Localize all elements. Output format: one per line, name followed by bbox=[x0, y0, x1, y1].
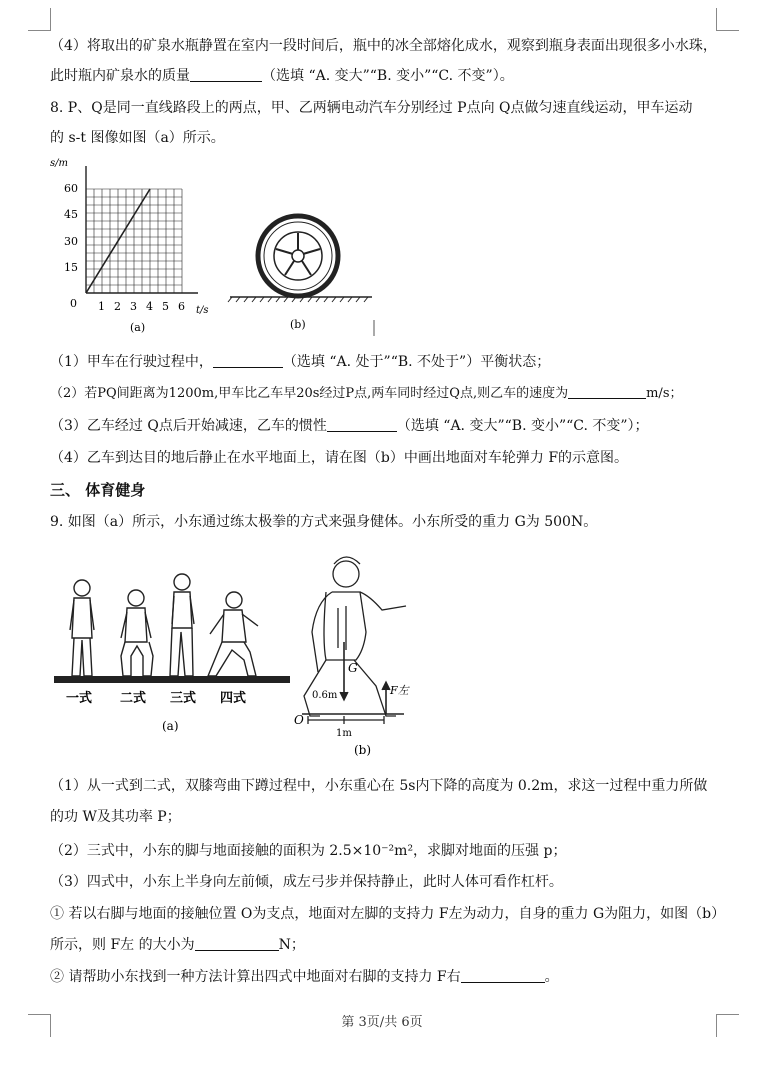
q8-part2-unit: m/s； bbox=[646, 386, 683, 401]
x-tick-2: 2 bbox=[114, 300, 121, 313]
distance-marker bbox=[308, 716, 384, 724]
x-tick-4: 4 bbox=[146, 300, 153, 313]
q8-stem-line1: 8. P、Q是同一直线路段上的两点，甲、乙两辆电动汽车分别经过 P点向 Q点做匀速直线运动，甲车运动 bbox=[50, 100, 693, 116]
pose-figure-1 bbox=[70, 580, 94, 676]
page-footer: 第 3页/共 6页 bbox=[341, 1015, 423, 1030]
answer-blank[interactable] bbox=[190, 67, 262, 82]
answer-blank[interactable] bbox=[213, 353, 283, 368]
answer-blank[interactable] bbox=[461, 968, 545, 983]
x-tick-5: 5 bbox=[162, 300, 169, 313]
q8-part3 bbox=[50, 416, 736, 436]
pose-label-3: 三式 bbox=[170, 691, 197, 706]
q7-part4-line1: （4）将取出的矿泉水瓶静置在室内一段时间后，瓶中的冰全部熔化成水，观察到瓶身表面出现很多小水珠， bbox=[50, 38, 717, 54]
wheel-icon bbox=[258, 216, 338, 296]
figure-b-caption: (b) bbox=[354, 743, 372, 757]
taiji-poses-figure bbox=[54, 570, 294, 740]
q9-part3-sub1-line1: ① 若以右脚与地面的接触位置 O为支点，地面对左脚的支持力 F左为动力，自身的重力 G为阻力，如图（b） bbox=[50, 906, 726, 922]
q8-part4: （4）乙车到达目的地后静止在水平地面上，请在图（b）中画出地面对车轮弹力 F的示意图。 bbox=[50, 450, 629, 466]
answer-blank[interactable] bbox=[195, 936, 279, 951]
q8-part2-text: （2）若PQ间距离为1200m,甲车比乙车早20s经过P点,两车同时经过Q点,则乙车的速度为 bbox=[50, 386, 569, 401]
figure-a-caption: (a) bbox=[162, 719, 179, 733]
x-tick-1: 1 bbox=[98, 300, 105, 313]
y-tick-45: 45 bbox=[64, 208, 78, 221]
q9-sub1-unit: N； bbox=[278, 937, 305, 953]
answer-blank[interactable] bbox=[327, 417, 397, 432]
q9-part1-line2: 的功 W及其功率 P； bbox=[50, 809, 181, 825]
lever-diagram-figure bbox=[288, 548, 428, 760]
support-force-label: F左 bbox=[390, 684, 409, 697]
pose-label-2: 二式 bbox=[120, 691, 147, 706]
pose-label-4: 四式 bbox=[220, 691, 247, 706]
y-tick-60: 60 bbox=[64, 182, 78, 195]
corner-mark-top-right bbox=[716, 8, 739, 31]
origin-label: 0 bbox=[70, 297, 77, 310]
x-tick-3: 3 bbox=[130, 300, 137, 313]
pose-label-1: 一式 bbox=[66, 691, 93, 706]
q9-sub2-text: ② 请帮助小东找到一种方法计算出四式中地面对右脚的支持力 F右 bbox=[50, 969, 461, 985]
y-tick-15: 15 bbox=[64, 261, 78, 274]
q9-part3: （3）四式中，小东上半身向左前倾，成左弓步并保持静止，此时人体可看作杠杆。 bbox=[50, 874, 563, 890]
wheel-figure bbox=[226, 208, 386, 338]
ground-surface bbox=[228, 297, 372, 302]
distance-label-1m: 1m bbox=[336, 728, 352, 739]
q8-part1 bbox=[50, 352, 736, 372]
pose-figure-4 bbox=[208, 592, 258, 676]
distance-label-06: 0.6m bbox=[312, 690, 338, 701]
pivot-label: O bbox=[294, 713, 304, 727]
figure-a-caption: (a) bbox=[130, 321, 146, 334]
q9-part2: （2）三式中，小东的脚与地面接触的面积为 2.5×10⁻²m²，求脚对地面的压强 p； bbox=[50, 843, 567, 859]
q9-part1-line1: （1）从一式到二式，双膝弯曲下蹲过程中，小东重心在 5s内下降的高度为 0.2m，求这一过程中重力所做 bbox=[50, 778, 708, 794]
q9-sub2-end: 。 bbox=[544, 969, 559, 985]
y-tick-30: 30 bbox=[64, 235, 78, 248]
q7-part4-options: （选填 “A. 变大”“B. 变小”“C. 不变”）。 bbox=[262, 68, 514, 84]
graph-grid bbox=[86, 189, 182, 293]
q8-part3-options: （选填 “A. 变大”“B. 变小”“C. 不变”）； bbox=[396, 418, 649, 434]
x-unit-label: t/s bbox=[196, 305, 209, 316]
q8-stem-line2: 的 s-t 图像如图（a）所示。 bbox=[50, 130, 225, 146]
q8-part3-text: （3）乙车经过 Q点后开始减速，乙车的惯性 bbox=[50, 418, 327, 434]
gravity-label: G bbox=[348, 661, 358, 675]
figure-b-caption: (b) bbox=[290, 318, 306, 331]
q9-sub1-text: 所示，则 F左 的大小为 bbox=[50, 937, 195, 953]
q9-part3-sub2 bbox=[50, 967, 736, 987]
q9-stem: 9. 如图（a）所示，小东通过练太极拳的方式来强身健体。小东所受的重力 G为 500N。 bbox=[50, 514, 598, 530]
ground-strip bbox=[54, 676, 290, 683]
q7-part4-text: 此时瓶内矿泉水的质量 bbox=[50, 68, 190, 84]
q7-part4-line2 bbox=[50, 66, 736, 86]
q8-part1-options: （选填 “A. 处于”“B. 不处于”）平衡状态； bbox=[282, 354, 551, 370]
st-graph-figure bbox=[48, 156, 218, 336]
y-unit-label: s/m bbox=[50, 158, 68, 169]
q8-part1-text: （1）甲车在行驶过程中， bbox=[50, 354, 213, 370]
pose-figure-3 bbox=[170, 574, 194, 676]
q8-part2 bbox=[50, 384, 736, 404]
x-tick-6: 6 bbox=[178, 300, 185, 313]
section-heading: 三、 体育健身 bbox=[50, 481, 146, 499]
answer-blank[interactable] bbox=[568, 384, 646, 399]
q9-part3-sub1-line2 bbox=[50, 935, 736, 955]
corner-mark-top-left bbox=[28, 8, 51, 31]
pose-figure-2 bbox=[121, 590, 153, 676]
